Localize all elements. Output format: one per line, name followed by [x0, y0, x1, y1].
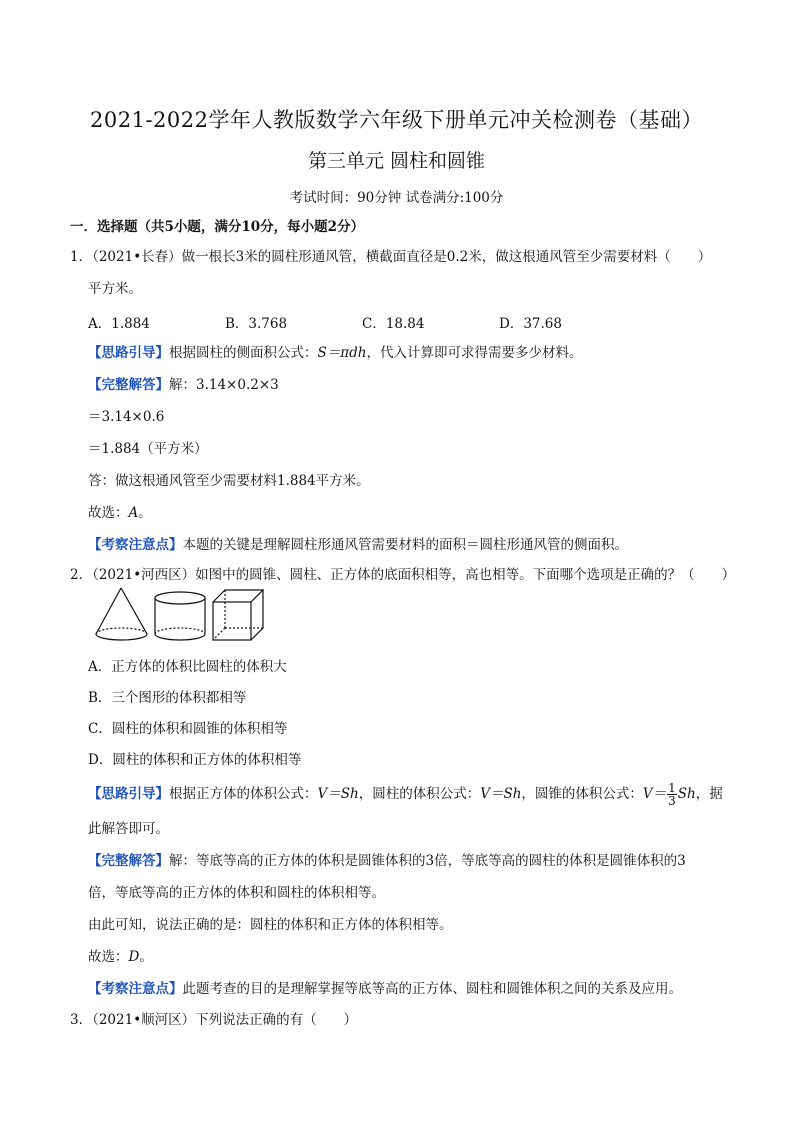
q1-answer-line2: ＝3.14×0.6 — [88, 409, 165, 425]
q2-hint-line2: 此解答即可。 — [88, 821, 169, 837]
q1-hint-formula: S＝πdh — [317, 345, 367, 361]
q1-hint — [88, 344, 582, 362]
q2-hint-c: ，圆锥的体积公式： — [521, 786, 643, 802]
q2-option-a: A．正方体的体积比圆柱的体积大 — [88, 659, 287, 675]
cylinder-figure — [155, 592, 205, 640]
page-title: 2021-2022学年人教版数学六年级下册单元冲关检测卷（基础） — [90, 108, 703, 132]
q2-hint — [88, 781, 723, 807]
q1-note-tag: 【考察注意点】 — [88, 537, 183, 553]
q2-answer-text1: 解：等底等高的正方体的体积是圆锥体积的3倍，等底等高的圆柱的体积是圆锥体积的3 — [169, 853, 686, 869]
q1-stem-line1: 1．（2021•长春）做一根长3米的圆柱形通风管，横截面直径是0.2米，做这根通风管至少需要材料（ ） — [70, 249, 712, 265]
q2-hint-b: ，圆柱的体积公式： — [358, 786, 481, 802]
q2-choice-pre: 故选： — [88, 949, 129, 965]
q1-choice-letter: A — [128, 505, 139, 521]
q2-option-c: C．圆柱的体积和圆锥的体积相等 — [88, 721, 288, 737]
q1-hint-pre: 根据圆柱的侧面积公式： — [169, 345, 318, 361]
one-third-fraction — [667, 782, 677, 807]
fraction-numerator: 1 — [668, 781, 676, 795]
q2-hint-tag: 【思路引导】 — [88, 786, 169, 802]
q2-hint-formula-cone-b: Sh — [677, 786, 696, 802]
cube-figure — [213, 590, 263, 640]
cone-figure — [96, 588, 147, 640]
q2-option-b: B．三个图形的体积都相等 — [88, 690, 247, 706]
q1-note — [88, 536, 628, 554]
q2-answer-line2: 倍，等底等高的正方体的体积和圆柱的体积相等。 — [88, 885, 385, 901]
fraction-denominator: 3 — [668, 794, 676, 808]
section-heading: 一．选择题（共5小题，满分10分，每小题2分） — [70, 219, 365, 235]
q2-note — [88, 980, 682, 998]
q2-answer-line3: 由此可知，说法正确的是：圆柱的体积和正方体的体积相等。 — [88, 917, 453, 933]
q1-choice-pre: 故选： — [88, 505, 129, 521]
q2-hint-d: ，据 — [695, 786, 723, 802]
q2-stem: 2．（2021•河西区）如图中的圆锥、圆柱、正方体的底面积相等，高也相等。下面哪个选项是正确的？（ ） — [70, 567, 736, 583]
q2-answer-line1 — [88, 852, 686, 870]
q1-answer-text1: 解：3.14×0.2×3 — [169, 377, 279, 393]
solids-figure — [92, 586, 272, 648]
q2-choice-letter: D — [128, 949, 140, 965]
q1-option-a: A．1.884 — [88, 316, 150, 332]
q2-choice — [88, 948, 153, 966]
q1-option-b: B．3.768 — [225, 316, 288, 332]
q1-answer-line3: ＝1.884（平方米） — [88, 441, 208, 457]
exam-meta: 考试时间：90分钟 试卷满分:100分 — [289, 190, 504, 206]
q1-answer-tag: 【完整解答】 — [88, 377, 169, 393]
q1-option-c: C．18.84 — [362, 316, 425, 332]
q1-hint-post: ，代入计算即可求得需要多少材料。 — [366, 345, 583, 361]
q1-stem-line2: 平方米。 — [88, 281, 142, 297]
q2-hint-a: 根据正方体的体积公式： — [169, 786, 318, 802]
q1-hint-tag: 【思路引导】 — [88, 345, 169, 361]
q1-answer-line1 — [88, 376, 279, 394]
unit-subtitle: 第三单元 圆柱和圆锥 — [307, 150, 486, 172]
q2-note-tag: 【考察注意点】 — [88, 981, 183, 997]
q2-hint-formula-cube: V＝Sh — [317, 786, 359, 802]
q2-answer-tag: 【完整解答】 — [88, 853, 169, 869]
q2-hint-formula-cylinder: V＝Sh — [480, 786, 522, 802]
q3-stem: 3．（2021•顺河区）下列说法正确的有（ ） — [70, 1012, 358, 1028]
q1-choice — [88, 504, 152, 522]
q1-note-text: 本题的关键是理解圆柱形通风管需要材料的面积＝圆柱形通风管的侧面积。 — [182, 537, 628, 553]
q2-option-d: D．圆柱的体积和正方体的体积相等 — [88, 752, 302, 768]
q2-hint-formula-cone-a: V＝ — [642, 786, 667, 802]
q2-note-text: 此题考查的目的是理解掌握等底等高的正方体、圆柱和圆锥体积之间的关系及应用。 — [182, 981, 682, 997]
q1-answer-line4: 答：做这根通风管至少需要材料1.884平方米。 — [88, 473, 370, 489]
q2-choice-post: 。 — [139, 949, 153, 965]
q1-choice-post: 。 — [138, 505, 152, 521]
q1-option-d: D．37.68 — [499, 316, 562, 332]
